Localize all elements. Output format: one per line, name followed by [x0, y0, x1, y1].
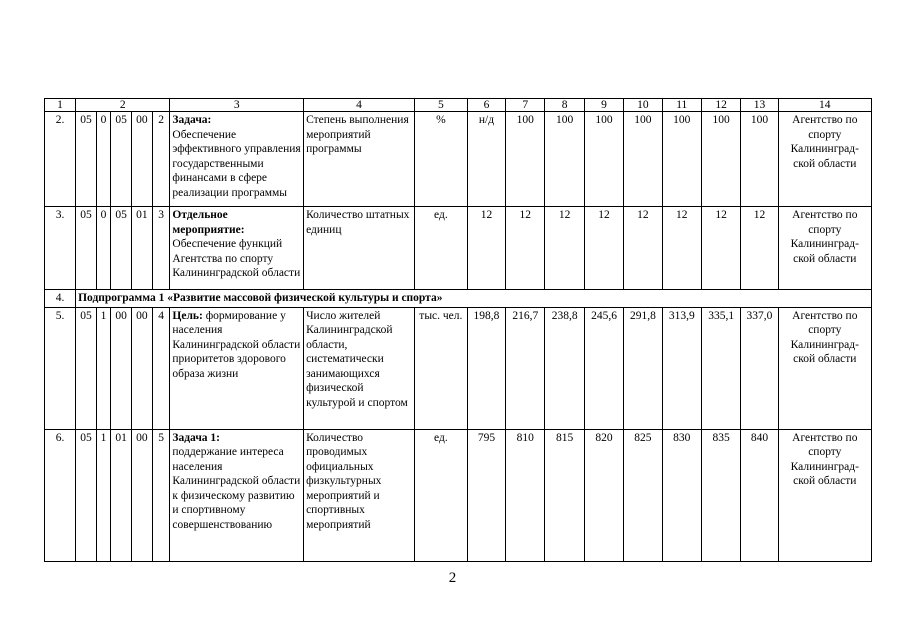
- value-cell: 12: [467, 207, 505, 290]
- value-cell: 100: [741, 112, 778, 207]
- code-cell: 4: [152, 307, 170, 429]
- task-description: Обеспечение эффективного управления государственными финансами в сфере реализации программы: [172, 128, 301, 199]
- value-cell: 198,8: [467, 307, 505, 429]
- header-cell: 5: [414, 99, 467, 112]
- code-cell: 01: [111, 429, 132, 561]
- value-cell: 815: [545, 429, 584, 561]
- code-cell: 00: [111, 307, 132, 429]
- indicator-cell: Количество штатных единиц: [304, 207, 415, 290]
- header-cell: 2: [76, 99, 170, 112]
- code-cell: 00: [132, 307, 153, 429]
- value-cell: 100: [506, 112, 545, 207]
- code-cell: 05: [111, 207, 132, 290]
- value-cell: 810: [506, 429, 545, 561]
- value-cell: 825: [624, 429, 662, 561]
- code-cell: 0: [96, 207, 111, 290]
- unit-cell: ед.: [414, 429, 467, 561]
- subprogram-row: [45, 290, 872, 308]
- code-cell: 00: [132, 112, 153, 207]
- header-cell: 1: [45, 99, 76, 112]
- header-cell: 12: [701, 99, 740, 112]
- unit-cell: ед.: [414, 207, 467, 290]
- row-number: 2.: [45, 112, 76, 207]
- value-cell: 12: [545, 207, 584, 290]
- task-title: Задача 1:: [172, 431, 221, 444]
- value-cell: 12: [584, 207, 623, 290]
- agency-cell: Агентство по спорту Калининград-ской области: [778, 307, 871, 429]
- value-cell: 795: [467, 429, 505, 561]
- code-cell: 1: [96, 307, 111, 429]
- header-cell: 10: [624, 99, 662, 112]
- task-description: Обеспечение функций Агентства по спорту Калининградской области: [172, 238, 301, 279]
- header-cell: 9: [584, 99, 623, 112]
- agency-cell: Агентство по спорту Калининград-ской области: [778, 112, 871, 207]
- task-title: Цель:: [172, 309, 203, 322]
- unit-cell: %: [414, 112, 467, 207]
- code-cell: 05: [76, 429, 97, 561]
- task-cell: [170, 112, 304, 207]
- agency-cell: Агентство по спорту Калининград-ской области: [778, 429, 871, 561]
- task-cell: [170, 307, 304, 429]
- code-cell: 1: [96, 429, 111, 561]
- value-cell: 12: [741, 207, 778, 290]
- code-cell: 05: [76, 207, 97, 290]
- value-cell: 100: [584, 112, 623, 207]
- task-title: Отдельное мероприятие:: [172, 209, 245, 236]
- code-cell: 01: [132, 207, 153, 290]
- header-cell: 8: [545, 99, 584, 112]
- row-number: 5.: [45, 307, 76, 429]
- task-description: формирование у населения Калининградской области приоритетов здорового образа жизни: [172, 309, 301, 380]
- code-cell: 5: [152, 429, 170, 561]
- value-cell: 835: [701, 429, 740, 561]
- task-cell: [170, 429, 304, 561]
- value-cell: 12: [506, 207, 545, 290]
- task-cell: [170, 207, 304, 290]
- program-indicators-table: [44, 98, 872, 562]
- value-cell: 820: [584, 429, 623, 561]
- value-cell: 12: [701, 207, 740, 290]
- value-cell: 100: [662, 112, 701, 207]
- code-cell: 05: [76, 112, 97, 207]
- header-cell: 11: [662, 99, 701, 112]
- value-cell: 313,9: [662, 307, 701, 429]
- code-cell: 0: [96, 112, 111, 207]
- value-cell: 238,8: [545, 307, 584, 429]
- header-cell: 13: [741, 99, 778, 112]
- table-row: [45, 207, 872, 290]
- header-cell: 14: [778, 99, 871, 112]
- header-cell: 4: [304, 99, 415, 112]
- table-row: [45, 112, 872, 207]
- code-cell: 3: [152, 207, 170, 290]
- value-cell: 100: [624, 112, 662, 207]
- header-cell: 7: [506, 99, 545, 112]
- row-number: 3.: [45, 207, 76, 290]
- value-cell: 216,7: [506, 307, 545, 429]
- row-number: 4.: [45, 290, 76, 308]
- value-cell: 12: [624, 207, 662, 290]
- unit-cell: тыс. чел.: [414, 307, 467, 429]
- header-cell: 6: [467, 99, 505, 112]
- code-cell: 05: [76, 307, 97, 429]
- value-cell: 245,6: [584, 307, 623, 429]
- task-description: поддержание интереса населения Калининградской области к физическому развитию и спортивному совершенствованию: [172, 446, 301, 531]
- value-cell: 337,0: [741, 307, 778, 429]
- value-cell: 291,8: [624, 307, 662, 429]
- task-title: Задача:: [172, 114, 212, 126]
- value-cell: 830: [662, 429, 701, 561]
- indicator-cell: Число жителей Калининградской области, систематически занимающихся физической культурой и спортом: [304, 307, 415, 429]
- code-cell: 2: [152, 112, 170, 207]
- indicator-cell: Количество проводимых официальных физкультурных мероприятий и спортивных мероприятий: [304, 429, 415, 561]
- table-row: [45, 307, 872, 429]
- subprogram-title: Подпрограмма 1 «Развитие массовой физической культуры и спорта»: [76, 290, 872, 308]
- value-cell: 100: [545, 112, 584, 207]
- header-row: [45, 99, 872, 112]
- indicator-cell: Степень выполнения мероприятий программы: [304, 112, 415, 207]
- page-number: 2: [448, 570, 457, 586]
- value-cell: 100: [701, 112, 740, 207]
- value-cell: 12: [662, 207, 701, 290]
- value-cell: н/д: [467, 112, 505, 207]
- code-cell: 00: [132, 429, 153, 561]
- row-number: 6.: [45, 429, 76, 561]
- table-row: [45, 429, 872, 561]
- header-cell: 3: [170, 99, 304, 112]
- value-cell: 840: [741, 429, 778, 561]
- agency-cell: Агентство по спорту Калининград-ской области: [778, 207, 871, 290]
- value-cell: 335,1: [701, 307, 740, 429]
- code-cell: 05: [111, 112, 132, 207]
